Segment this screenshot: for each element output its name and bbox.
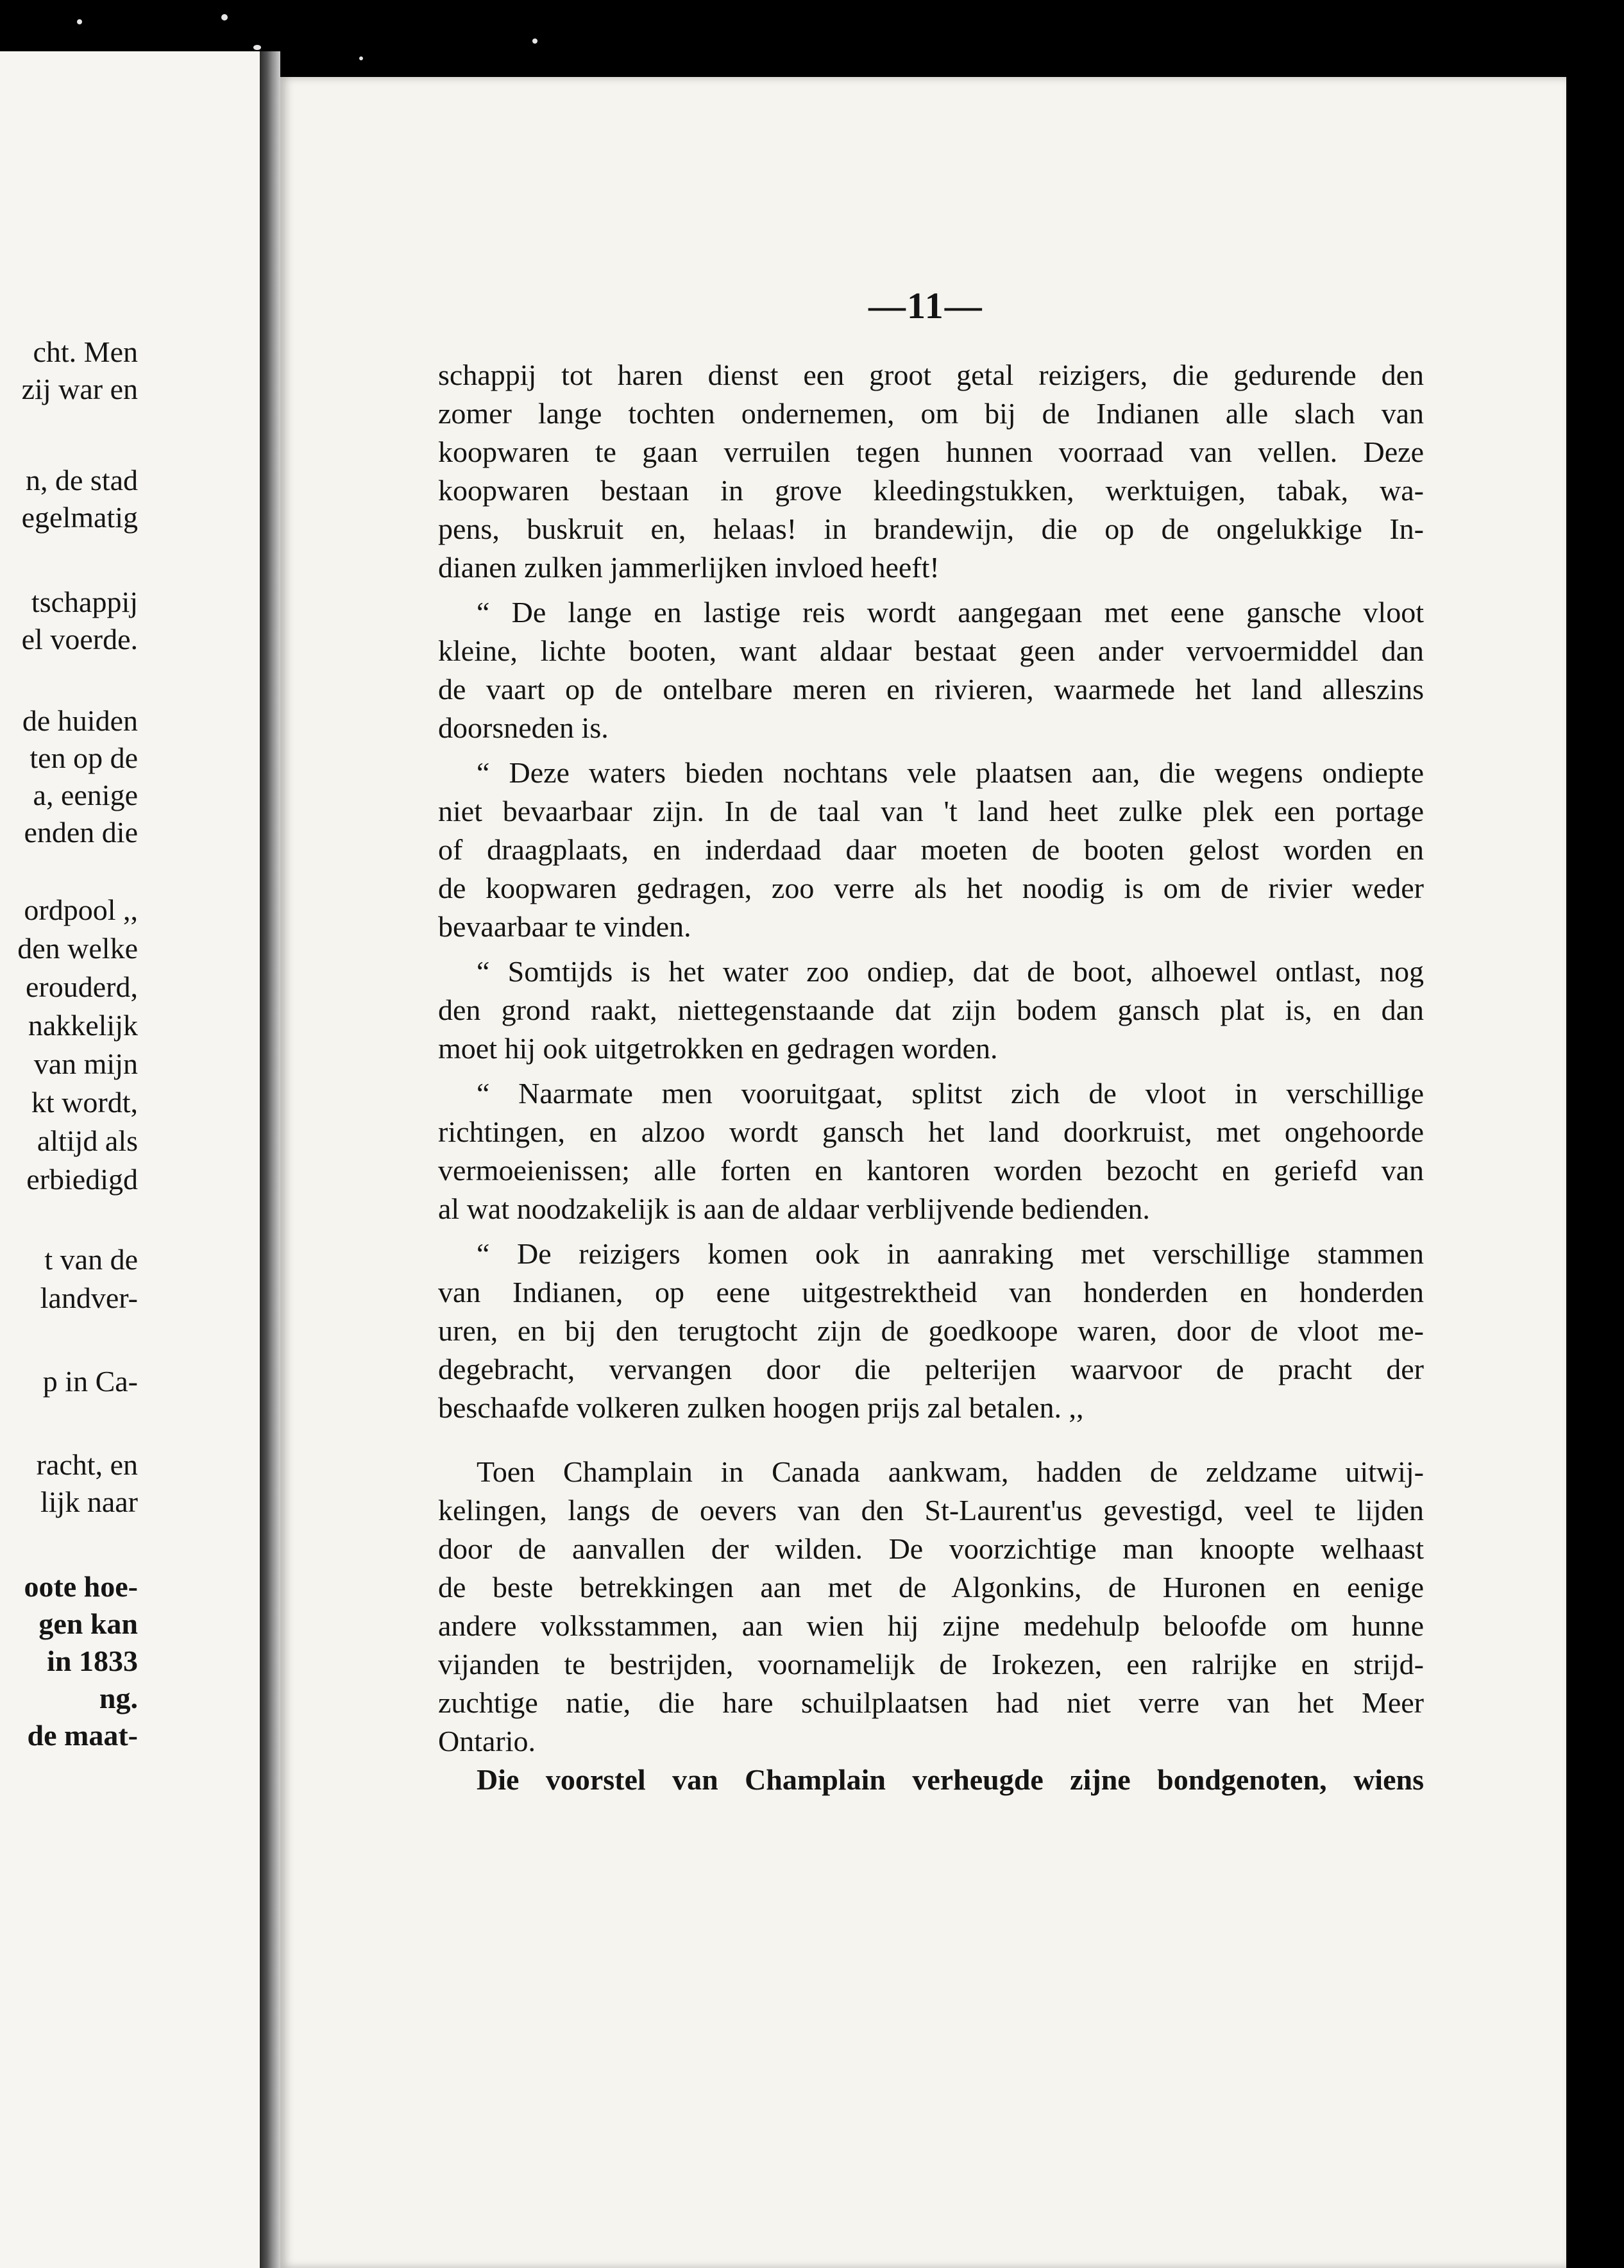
previous-page-fragment — [0, 51, 260, 2268]
paragraph — [438, 356, 1424, 587]
scan-speck — [359, 56, 363, 60]
text-line: koopwaren te gaan verruilen tegen hunnen voorraad van vellen. Deze — [438, 436, 1424, 468]
scan-speck — [77, 19, 82, 24]
text-line: vijanden te bestrijden, voornamelijk de Irokezen, een ralrijke en strijd- — [438, 1648, 1424, 1680]
text-line: Ontario. — [438, 1725, 536, 1757]
left-text-fragment: n, de stad — [25, 464, 138, 496]
text-line: moet hij ook uitgetrokken en gedragen worden. — [438, 1032, 998, 1065]
quoted-paragraph — [438, 593, 1424, 747]
left-text-fragment: zij war en — [21, 373, 138, 405]
left-text-fragment: landver- — [40, 1282, 138, 1314]
text-line: “ De reizigers komen ook in aanraking met verschillige stammen — [477, 1237, 1424, 1270]
text-line: “ De lange en lastige reis wordt aangegaan met eene gansche vloot — [477, 596, 1424, 629]
left-text-fragment: lijk naar — [40, 1485, 138, 1518]
left-text-fragment: de maat- — [27, 1719, 138, 1752]
left-text-fragment: van mijn — [33, 1047, 138, 1080]
left-text-fragment: egelmatig — [21, 501, 138, 534]
left-text-fragment: ten op de — [30, 741, 138, 774]
left-text-fragment: gen kan — [38, 1607, 138, 1640]
text-line: “ Somtijds is het water zoo ondiep, dat de boot, alhoewel ontlast, nog — [477, 955, 1424, 988]
text-line: zomer lange tochten ondernemen, om bij de Indianen alle slach van — [438, 397, 1424, 430]
text-line: dianen zulken jammerlijken invloed heeft! — [438, 551, 940, 584]
left-text-fragment: den welke — [17, 932, 138, 965]
text-line: kleine, lichte booten, want aldaar bestaat geen ander vervoermiddel dan — [438, 634, 1424, 667]
left-text-fragment: in 1833 — [47, 1645, 138, 1677]
text-line: den grond raakt, niettegenstaande dat zijn bodem gansch plat is, en dan — [438, 994, 1424, 1026]
scan-speck — [221, 14, 228, 21]
left-text-fragment: ng. — [99, 1682, 138, 1714]
book-gutter — [260, 51, 280, 2268]
text-line: Toen Champlain in Canada aankwam, hadden de zeldzame uitwij- — [477, 1455, 1424, 1488]
left-text-fragment: t van de — [44, 1243, 138, 1276]
left-text-fragment: erouderd, — [26, 970, 138, 1003]
quoted-paragraph — [438, 754, 1424, 946]
text-line: bevaarbaar te vinden. — [438, 910, 691, 943]
text-line: koopwaren bestaan in grove kleedingstukken, werktuigen, tabak, wa- — [438, 474, 1424, 507]
text-line: pens, buskruit en, helaas! in brandewijn, die op de ongelukkige In- — [438, 512, 1424, 545]
text-line: richtingen, en alzoo wordt gansch het land doorkruist, met ongehoorde — [438, 1115, 1424, 1148]
paragraph — [438, 1453, 1424, 1761]
text-line: van Indianen, op eene uitgestrektheid van honderden en honderden — [438, 1276, 1424, 1308]
paragraph — [438, 1761, 1424, 1799]
text-line: al wat noodzakelijk is aan de aldaar verblijvende bedienden. — [438, 1192, 1150, 1225]
left-text-fragment: oote hoe- — [24, 1570, 138, 1603]
text-line: zuchtige natie, die hare schuilplaatsen had niet verre van het Meer — [438, 1686, 1424, 1719]
left-text-fragment: erbiedigd — [26, 1163, 138, 1196]
left-text-fragment: p in Ca- — [42, 1365, 138, 1398]
left-text-fragment: de huiden — [22, 704, 138, 737]
page-body-text — [438, 356, 1424, 1799]
text-line: kelingen, langs de oevers van den St-Laurent'us gevestigd, veel te lijden — [438, 1494, 1424, 1527]
quoted-paragraph — [438, 1074, 1424, 1228]
text-line: “ Deze waters bieden nochtans vele plaatsen aan, die wegens ondiepte — [477, 756, 1424, 789]
scan-speck — [532, 38, 537, 44]
left-text-fragment: altijd als — [37, 1124, 138, 1157]
page-number: —11— — [868, 285, 983, 326]
text-line: door de aanvallen der wilden. De voorzichtige man knoopte welhaast — [438, 1532, 1424, 1565]
left-text-fragment: cht. Men — [33, 335, 138, 368]
text-line: beschaafde volkeren zulken hoogen prijs zal betalen. ,, — [438, 1391, 1084, 1424]
text-line: de beste betrekkingen aan met de Algonkins, de Huronen en eenige — [438, 1571, 1424, 1604]
left-text-fragment: racht, en — [36, 1448, 138, 1481]
text-line: andere volksstammen, aan wien hij zijne medehulp beloofde om hunne — [438, 1609, 1424, 1642]
text-line: “ Naarmate men vooruitgaat, splitst zich de vloot in verschillige — [477, 1077, 1424, 1110]
left-text-fragment: tschappij — [31, 586, 138, 618]
left-text-fragment: kt wordt, — [31, 1086, 138, 1119]
text-line: degebracht, vervangen door die pelterijen waarvoor de pracht der — [438, 1353, 1424, 1385]
text-line: de vaart op de ontelbare meren en rivieren, waarmede het land alleszins — [438, 673, 1424, 706]
quoted-paragraph — [438, 952, 1424, 1068]
left-text-fragment: nakkelijk — [28, 1009, 138, 1042]
scan-speck — [253, 45, 261, 50]
text-line: niet bevaarbaar zijn. In de taal van 't land heet zulke plek een portage — [438, 795, 1424, 827]
quoted-paragraph — [438, 1235, 1424, 1427]
text-line: Die voorstel van Champlain verheugde zijne bondgenoten, wiens — [477, 1763, 1424, 1796]
text-line: de koopwaren gedragen, zoo verre als het noodig is om de rivier weder — [438, 872, 1424, 904]
left-text-fragment: a, eenige — [33, 779, 138, 811]
left-text-fragment: el voerde. — [21, 623, 138, 656]
text-line: vermoeienissen; alle forten en kantoren worden bezocht en geriefd van — [438, 1154, 1424, 1187]
left-text-fragment: ordpool ,, — [24, 893, 138, 926]
text-line: uren, en bij den terugtocht zijn de goedkoope waren, door de vloot me- — [438, 1314, 1424, 1347]
text-line: doorsneden is. — [438, 711, 609, 744]
left-text-fragment: enden die — [24, 816, 138, 849]
text-line: of draagplaats, en inderdaad daar moeten de booten gelost worden en — [438, 833, 1424, 866]
text-line: schappij tot haren dienst een groot getal reizigers, die gedurende den — [438, 359, 1424, 391]
